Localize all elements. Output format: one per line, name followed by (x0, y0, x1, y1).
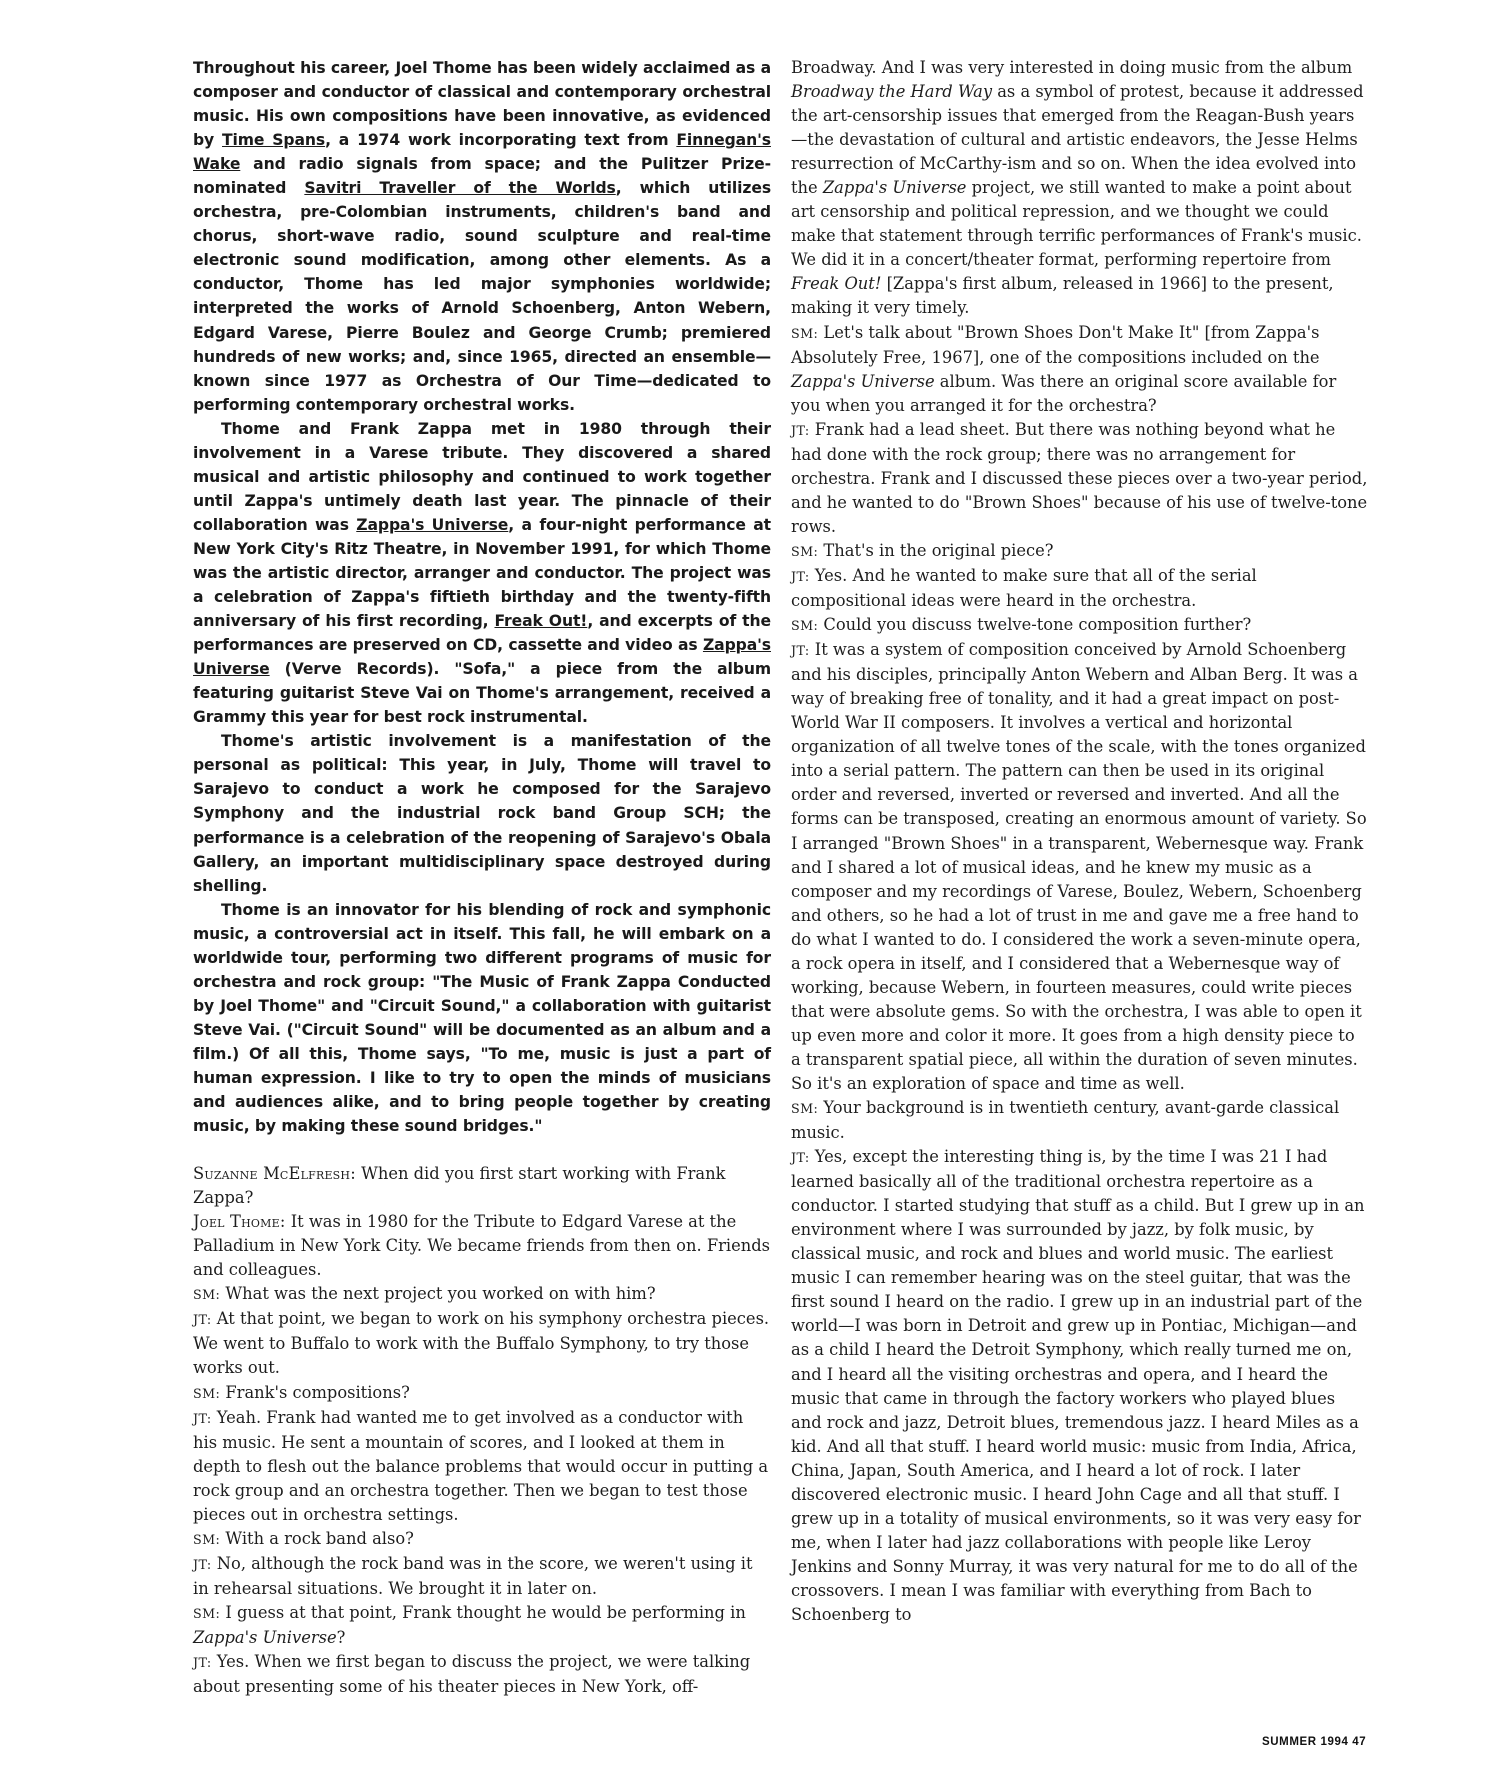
turn-text: Yes, except the interesting thing is, by the time I was 21 I had learned basically all of the traditional orchestra repertoire as a conductor. I started studying that stuff as a child. But I grew up in an environment where I was surrounded by jazz, by folk music, by classical music, and rock and blues and world music. The earliest music I can remember hearing was on the steel guitar, that was the first sound I heard on the radio. I grew up in an industrial part of the world—I was born in Detroit and grew up in Pontiac, Michigan—and as a child I heard the Detroit Symphony, which really turned me on, and I heard all the visiting orchestras and opera, and I heard the music that came in through the factory workers who played blues and rock and jazz, Detroit blues, tremendous jazz. I heard Miles as a kid. And all that stuff. I heard world music: music from India, Africa, China, Japan, South America, and I heard a lot of rock. I later discovered electronic music. I heard John Cage and all that stuff. I grew up in a totality of musical environments, so it was very easy for me, when I later had jazz collaborations with people like Leroy Jenkins and Sonny Murray, it was very natural for me to do all of the crossovers. I mean I was familiar with everything from Bach to Schoenberg to (791, 1147, 1365, 1624)
album-title: Zappa's Universe (791, 371, 935, 391)
page-folio (1262, 1736, 1366, 1748)
interview-turn (193, 1381, 771, 1406)
issue-label: SUMMER 1994 (1262, 1736, 1349, 1748)
speaker-label: JT: (193, 1312, 212, 1328)
speaker-label: JT: (791, 568, 810, 584)
turn-text: Frank's compositions? (225, 1382, 410, 1402)
interview-turn (791, 1096, 1369, 1145)
turn-text: [Zappa's first album, released in 1966] to the present, making it very timely. (791, 274, 1334, 318)
interview-turn (193, 1527, 771, 1552)
turn-text: Yes. And he wanted to make sure that all of the serial compositional ideas were heard in the orchestra. (791, 565, 1257, 611)
turn-text: It was in 1980 for the Tribute to Edgard Varese at the Palladium in New York City. We became friends from then on. Friends and colleagues. (193, 1212, 771, 1280)
speaker-label: JT: (193, 1410, 212, 1426)
interview-turn (791, 321, 1369, 418)
turn-text: That's in the original piece? (823, 540, 1054, 560)
right-column (791, 56, 1369, 1627)
intro-text: , which utilizes orchestra, pre-Colombian instruments, children's band and chorus, short-wave radio, sound sculpture and real-time electronic sound modification, among other elements. As a conductor, Thome has led major symphonies worldwide; interpreted the works of Arnold Schoenberg, Anton Webern, Edgard Varese, Pierre Boulez and George Crumb; premiered hundreds of new works; and, since 1965, directed an ensemble—known since 1977 as Orchestra of Our Time—dedicated to performing contemporary orchestral works. (193, 179, 772, 414)
interview-turn (193, 1406, 771, 1527)
turn-text: ? (336, 1628, 346, 1647)
interview-turn (791, 1145, 1369, 1627)
speaker-label: JT: (791, 1150, 810, 1166)
work-title-zappas-universe: Zappa's Universe (193, 636, 771, 679)
turn-text: project, we still wanted to make a point about art censorship and political repression, and we thought we could make that statement through terrific performances of Frank's music. We did it in a concert/theater format, performing repertoire from (791, 178, 1362, 270)
intro-text: , a four-night performance at New York City's Ritz Theatre, in November 1991, for which Thome was the artistic director, arranger and conductor. The project was a celebration of Zappa's fiftieth birthday and the twenty-fifth anniversary of his first recording, (193, 515, 772, 631)
speaker-label: SM: (193, 1385, 221, 1401)
speaker-label: SM: (193, 1605, 221, 1621)
intro-paragraph: Thome is an innovator for his blending of rock and symphonic music, a controversial act in itself. This fall, he will embark on a worldwide tour, performing two different programs of music for orchestra and rock group: "The Music of Frank Zappa Conducted by Joel Thome" and "Circuit Sound," a collaboration with guitarist Steve Vai. ("Circuit Sound" will be documented as an album and a film.) Of all this, Thome says, "To me, music is just a part of human expression. I like to try to open the minds of musicians and audiences alike, and to bring people together by creating music, by making these sound bridges." (193, 900, 771, 1136)
intro-paragraph (193, 56, 771, 417)
interview-turn (193, 1650, 771, 1699)
interview-right (791, 56, 1369, 1627)
interview-turn (791, 539, 1369, 564)
turn-text: I guess at that point, Frank thought he would be performing in (225, 1602, 746, 1622)
interview-turn (791, 564, 1369, 613)
interview-turn (193, 1282, 771, 1307)
album-title: Zappa's Universe (822, 178, 967, 198)
speaker-label: SM: (791, 543, 819, 559)
album-title: Broadway the Hard Way (791, 82, 993, 102)
intro-text: , and excerpts of the performances are preserved on CD, cassette and video as (193, 612, 771, 655)
speaker-label: SM: (193, 1531, 221, 1547)
speaker-label: SM: (791, 618, 819, 634)
turn-text: Let's talk about "Brown Shoes Don't Make It" [from Zappa's Absolutely Free, 1967], one of the compositions included on the (791, 322, 1320, 367)
speaker-label: JT: (193, 1655, 212, 1671)
intro-paragraph (193, 417, 771, 730)
turn-text: Yes. When we first began to discuss the project, we were talking about presenting some of his theater pieces in New York, off- (193, 1652, 751, 1697)
work-title-zappas-universe: Zappa's Universe (356, 515, 509, 534)
speaker-label: JT: (193, 1556, 212, 1572)
speaker-label: Suzanne McElfresh: (193, 1164, 356, 1184)
work-title-savitri: Savitri Traveller of the Worlds (304, 179, 616, 198)
page-number: 47 (1352, 1736, 1367, 1748)
turn-text: Broadway. And I was very interested in doing music from the album (791, 58, 1353, 77)
speaker-label: SM: (791, 325, 819, 341)
speaker-label: JT: (791, 643, 810, 659)
turn-text: Could you discuss twelve-tone composition further? (823, 615, 1252, 635)
turn-text: At that point, we began to work on his symphony orchestra pieces. We went to Buffalo to work with the Buffalo Symphony, to try those works out. (193, 1309, 770, 1378)
album-title: Freak Out! (791, 274, 882, 294)
speaker-label: SM: (193, 1287, 221, 1303)
interview-turn (193, 1307, 771, 1380)
interview-turn (791, 613, 1369, 638)
left-column (193, 56, 771, 1699)
turn-text: No, although the rock band was in the score, we weren't using it in rehearsal situations. We brought it in later on. (193, 1553, 753, 1598)
intro-text: Throughout his career, Joel Thome has been widely acclaimed as a composer and conductor of classical and contemporary orchestral music. His own compositions have been innovative, as evidenced by (193, 59, 771, 150)
turn-text: Your background is in twentieth century, avant-garde classical music. (791, 1098, 1340, 1143)
work-title-finnegans-wake: Finnegan's Wake (193, 131, 771, 174)
turn-text: Yeah. Frank had wanted me to get involved as a conductor with his music. He sent a mountain of scores, and I looked at them in depth to flesh out the balance problems that would occur in putting a rock group and an orchestra together. Then we began to test those pieces out in orchestra settings. (193, 1407, 769, 1524)
interview-turn (193, 1552, 771, 1601)
interview-turn (791, 56, 1369, 321)
turn-text: What was the next project you worked on with him? (225, 1284, 656, 1304)
intro-text: and radio signals from space; and the Pulitzer Prize-nominated (193, 155, 771, 198)
interview-turn (791, 638, 1369, 1096)
interview-turn (193, 1162, 771, 1210)
interview-turn (193, 1601, 771, 1650)
album-title: Zappa's Universe (193, 1628, 337, 1647)
intro-section (193, 56, 771, 1138)
interview-turn (193, 1210, 771, 1282)
turn-text: It was a system of composition conceived by Arnold Schoenberg and his disciples, principally Anton Webern and Alban Berg. It was a way of breaking free of tonality, and it had a great impact on post-World War II composers. It involves a vertical and horizontal organization of all twelve tones of the scale, with the tones organized into a serial pattern. The pattern can then be used in its original order and reversed, inverted or reversed and inverted. And all the forms can be transposed, creating an enormous amount of variety. So I arranged "Brown Shoes" in a transparent, Webernesque way. Frank and I shared a lot of musical ideas, and he knew my music as a composer and my recordings of Varese, Boulez, Webern, Schoenberg and others, so he had a lot of trust in me and gave me a free hand to do what I wanted to do. I considered the work a seven-minute opera, a rock opera in itself, and I considered that a Webernesque way of working, because Webern, in fourteen measures, could write pieces that were absolute gems. So with the orchestra, I was able to open it up even more and color it more. It goes from a high density piece to a transparent spatial piece, all within the duration of seven minutes. So it's an exploration of space and time as well. (791, 640, 1367, 1093)
work-title-time-spans: Time Spans (222, 131, 326, 150)
turn-text: album. Was there an original score available for you when you arranged it for the orchestra? (791, 371, 1337, 415)
speaker-label: JT: (791, 422, 810, 438)
turn-text: When did you first start working with Frank Zappa? (193, 1164, 726, 1208)
work-title-freak-out: Freak Out! (494, 612, 588, 631)
intro-paragraph: Thome's artistic involvement is a manifestation of the personal as political: This year, in July, Thome will travel to Sarajevo to conduct a work he composed for the Sarajevo Symphony and the industrial rock band Group SCH; the performance is a celebration of the reopening of Sarajevo's Obala Gallery, an important multidisciplinary space destroyed during shelling. (193, 732, 771, 895)
turn-text: as a symbol of protest, because it addressed the art-censorship issues that emerged from the Reagan-Bush years—the devastation of cultural and artistic endeavors, the Jesse Helms resurrection of McCarthy-ism and so on. When the idea evolved into the (791, 82, 1364, 198)
interview-left (193, 1162, 771, 1699)
speaker-label: SM: (791, 1101, 819, 1117)
speaker-label: Joel Thome: (193, 1212, 286, 1232)
intro-text: Thome and Frank Zappa met in 1980 through their involvement in a Varese tribute. They discovered a shared musical and artistic philosophy and continued to work together until Zappa's untimely death last year. The pinnacle of their collaboration was (193, 419, 771, 534)
turn-text: With a rock band also? (225, 1528, 414, 1548)
intro-text: , a 1974 work incorporating text from (325, 131, 677, 150)
turn-text: Frank had a lead sheet. But there was nothing beyond what he had done with the rock group; there was no arrangement for orchestra. Frank and I discussed these pieces over a two-year period, and he wanted to do "Brown Shoes" because of his use of twelve-tone rows. (791, 419, 1368, 536)
interview-turn (791, 418, 1369, 539)
intro-text: (Verve Records). "Sofa," a piece from the album featuring guitarist Steve Vai on Thome's arrangement, received a Grammy this year for best rock instrumental. (193, 660, 771, 727)
